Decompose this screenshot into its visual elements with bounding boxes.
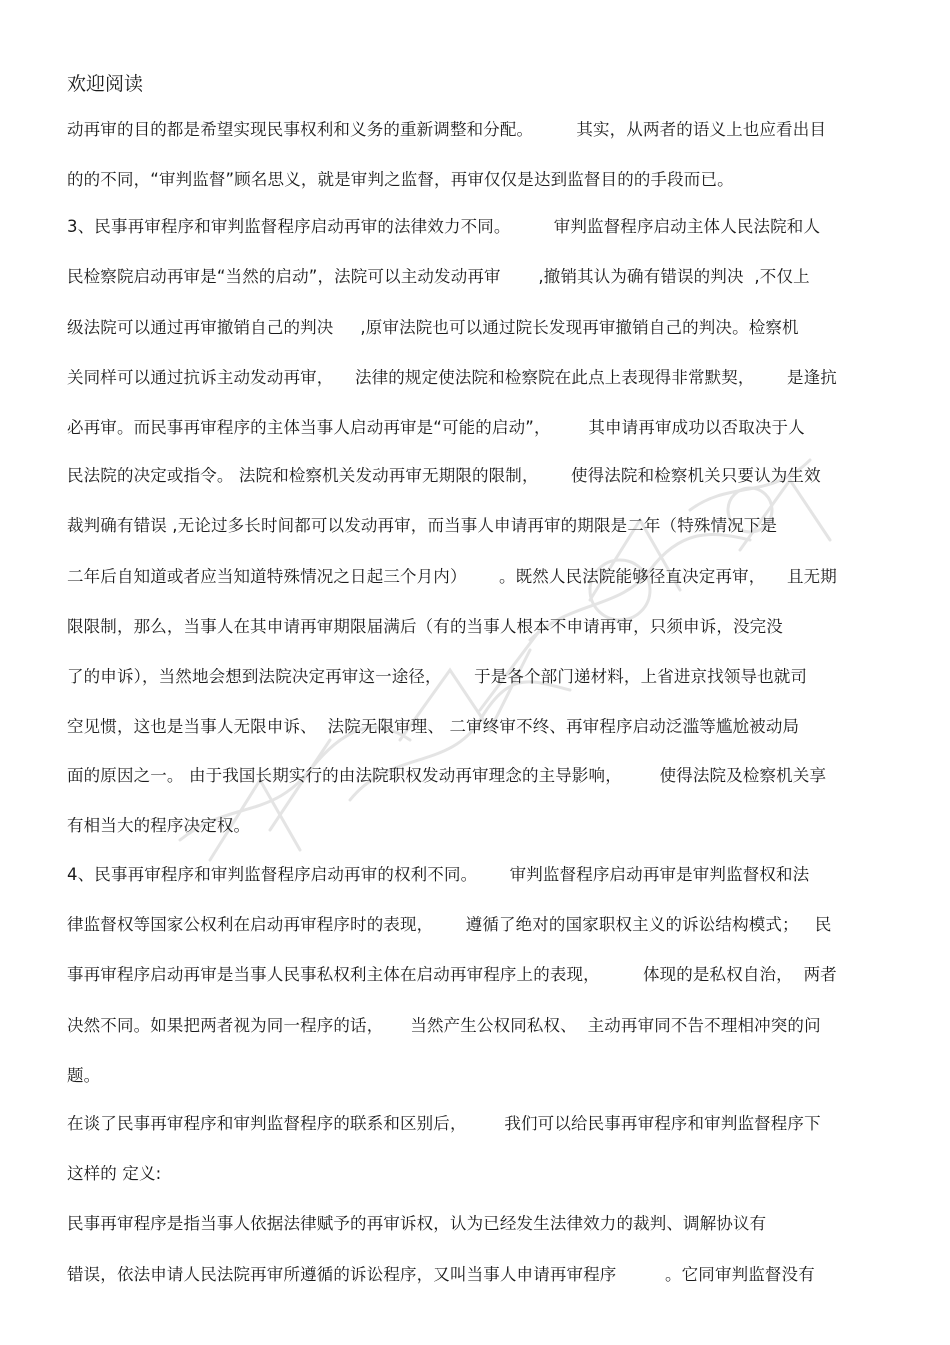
text-line: 动再审的目的都是希望实现民事权利和义务的重新调整和分配。 其实，从两者的语义上也应看出目: [67, 120, 827, 139]
text-line: 面的原因之一。 由于我国长期实行的由法院职权发动再审理念的主导影响， 使得法院及检察机关享: [67, 766, 827, 785]
page-header-title: 欢迎阅读: [67, 73, 144, 95]
text-line: 民事再审程序是指当事人依据法律赋予的再审诉权，认为已经发生法律效力的裁判、调解协议有: [67, 1214, 767, 1233]
text-line: 题。: [67, 1066, 101, 1085]
text-line: 了的申诉），当然地会想到法院决定再审这一途径， 于是各个部门递材料，上省进京找领导也就司: [67, 667, 808, 686]
text-line: 限限制，那么，当事人在其申请再审期限届满后（有的当事人根本不申请再审，只须申诉，没完没: [67, 617, 783, 636]
text-line: 这样的 定义:: [67, 1164, 162, 1183]
text-line: 律监督权等国家公权利在启动再审程序时的表现， 遵循了绝对的国家职权主义的诉讼结构模式； 民: [67, 915, 832, 934]
text-line: 裁判确有错误 ,无论过多长时间都可以发动再审，而当事人申请再审的期限是二年（特殊情况下是: [67, 516, 778, 535]
text-line: 民法院的决定或指令。 法院和检察机关发动再审无期限的限制， 使得法院和检察机关只要认为生效: [67, 466, 821, 485]
text-line: 错误，依法申请人民法院再审所遵循的诉讼程序，又叫当事人申请再审程序 。它同审判监督没有: [67, 1265, 815, 1284]
text-line: 二年后自知道或者应当知道特殊情况之日起三个月内） 。既然人民法院能够径直决定再审， 且无期: [67, 567, 837, 586]
watermark-stamp-icon: [150, 440, 870, 880]
text-line: 决然不同。如果把两者视为同一程序的话， 当然产生公权同私权、 主动再审同不告不理相冲突的问: [67, 1016, 821, 1035]
text-line: 有相当大的程序决定权。: [67, 816, 251, 835]
text-line: 4、民事再审程序和审判监督程序启动再审的权利不同。 审判监督程序启动再审是审判监督权和法: [67, 865, 810, 884]
text-line: 关同样可以通过抗诉主动发动再审， 法律的规定使法院和检察院在此点上表现得非常默契， 是逢抗: [67, 368, 837, 387]
text-line: 事再审程序启动再审是当事人民事私权利主体在启动再审程序上的表现， 体现的是私权自治， 两者: [67, 965, 837, 984]
text-line: 级法院可以通过再审撤销自己的判决 ,原审法院也可以通过院长发现再审撤销自己的判决。检察机: [67, 318, 799, 337]
text-line: 3、民事再审程序和审判监督程序启动再审的法律效力不同。 审判监督程序启动主体人民法院和人: [67, 217, 821, 236]
text-line: 民检察院启动再审是“当然的启动”，法院可以主动发动再审 ,撤销其认为确有错误的判决 ,不仅上: [67, 267, 810, 286]
text-line: 空见惯，这也是当事人无限申诉、 法院无限审理、 二审终审不终、再审程序启动泛滥等尴尬被动局: [67, 717, 800, 736]
text-line: 的的不同，“审判监督”顾名思义，就是审判之监督，再审仅仅是达到监督目的的手段而已。: [67, 170, 734, 189]
text-line: 必再审。而民事再审程序的主体当事人启动再审是“可能的启动”， 其申请再审成功以否取决于人: [67, 418, 805, 437]
text-line: 在谈了民事再审程序和审判监督程序的联系和区别后， 我们可以给民事再审程序和审判监督程序下: [67, 1114, 821, 1133]
